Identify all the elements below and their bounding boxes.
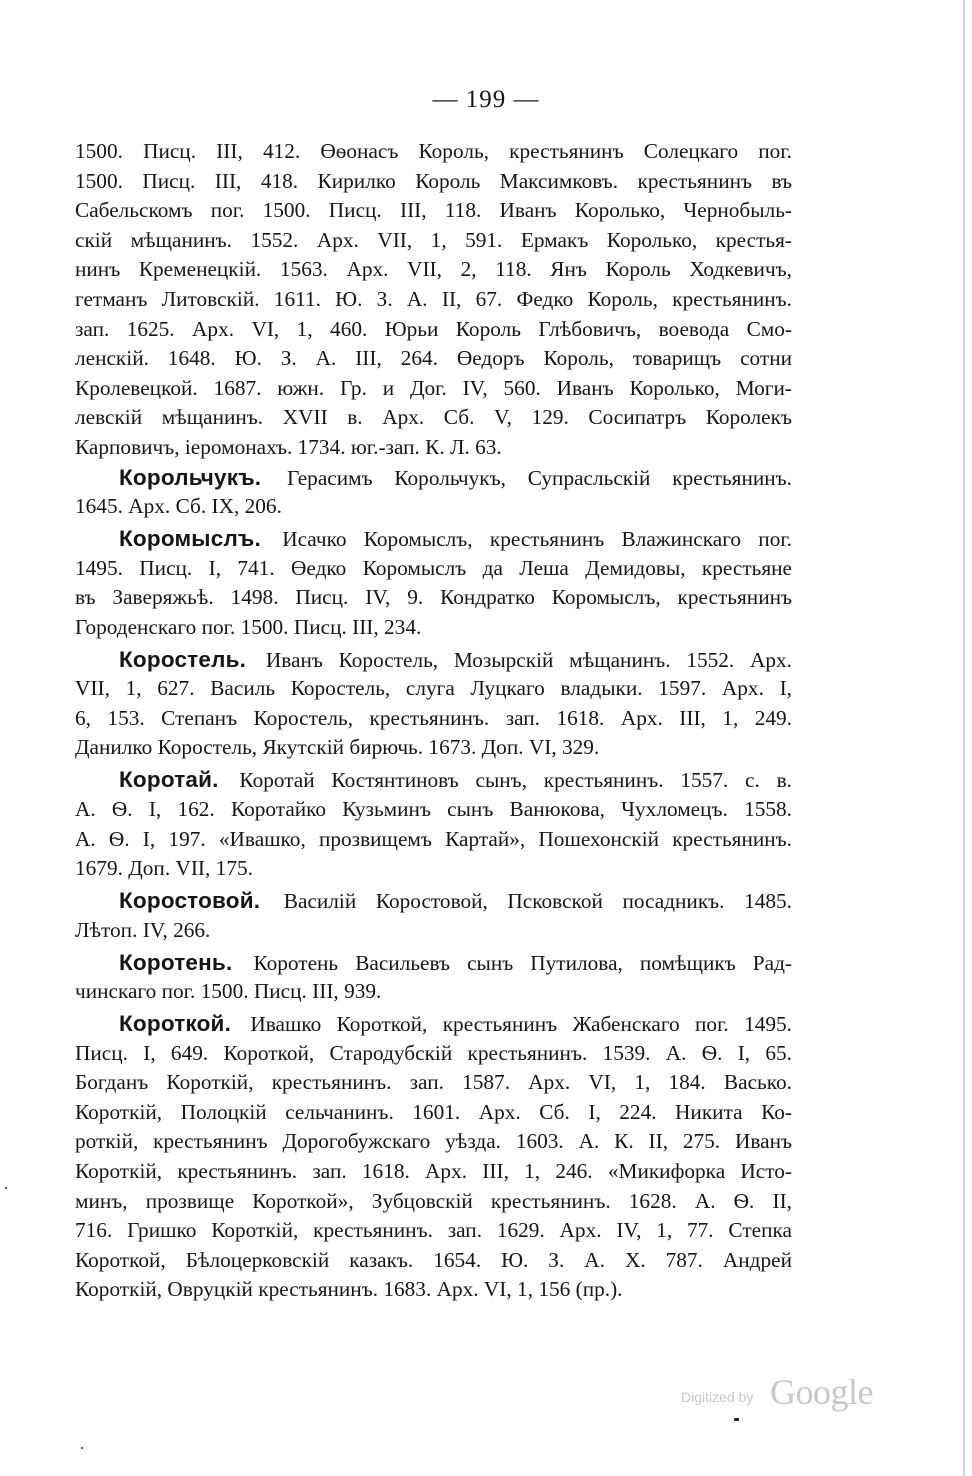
text-line: А. Ѳ. I, 197. «Ивашко, прозвищемъ Картай», Пошехонскій крестьянинъ.	[75, 826, 792, 851]
scan-speck	[734, 1418, 739, 1421]
entry-text: Исачко Коромыслъ, крестьянинъ Влажинскаго пог.	[282, 527, 792, 552]
text-line: Лѣтоп. IV, 266.	[75, 917, 211, 942]
entry-first-line	[75, 645, 792, 675]
entry-koroten	[75, 948, 792, 1007]
entry-koromysl	[75, 524, 792, 642]
text-line: Данилко Коростель, Якутскій бирючь. 1673. Доп. VI, 329.	[75, 735, 600, 760]
text-line: Короткій, Полоцкій сельчанинъ. 1601. Арх. Сб. I, 224. Никита Ко-	[75, 1099, 792, 1124]
entry-korostel	[75, 645, 792, 763]
text-line: 1495. Писц. I, 741. Өедко Коромыслъ да Леша Демидовы, крестьяне	[75, 555, 792, 580]
text-line: А. Ѳ. I, 162. Коротайко Кузьминъ сынъ Ванюкова, Чухломецъ. 1558.	[75, 796, 792, 821]
text-line: Сабельскомъ пог. 1500. Писц. III, 118. Иванъ Королько, Чернобыль-	[75, 198, 792, 223]
entry-text: Ивашко Короткой, крестьянинъ Жабенскаго пог. 1495.	[250, 1012, 792, 1036]
entry-korolchuk	[75, 463, 792, 522]
text-line: 716. Гришко Короткій, крестьянинъ. зап. 1629. Арх. IV, 1, 77. Степка	[75, 1218, 792, 1243]
entry-first-line	[75, 948, 792, 978]
text-line: 1679. Доп. VII, 175.	[75, 856, 253, 881]
entry-first-line	[75, 765, 792, 795]
text-line: Писц. I, 649. Короткой, Стародубскій крестьянинъ. 1539. А. Ѳ. I, 65.	[75, 1040, 792, 1065]
text-line: чинскаго пог. 1500. Писц. III, 939.	[75, 979, 382, 1004]
entry-first-line	[75, 886, 792, 916]
text-line: Кролевецкой. 1687. южн. Гр. и Дог. IV, 560. Иванъ Королько, Моги-	[75, 375, 792, 400]
text-line: Короткій, крестьянинъ. зап. 1618. Арх. III, 1, 246. «Микифорка Исто-	[75, 1158, 792, 1183]
entry-text: Василій Коростовой, Псковской посадникъ. 1485.	[283, 889, 792, 914]
entry-korostovoi	[75, 886, 792, 945]
entry-first-line	[75, 524, 792, 554]
entry-text: Иванъ Коростель, Мозырскій мѣщанинъ. 1552. Арх.	[265, 647, 793, 672]
text-line: въ Заверяжьѣ. 1498. Писц. IV, 9. Кондратко Коромыслъ, крестьянинъ	[75, 585, 792, 610]
headword: Коростель.	[119, 646, 247, 672]
headword: Корольчукъ.	[119, 464, 262, 490]
headword: Коротень.	[119, 949, 233, 975]
page-number: — 199 —	[432, 86, 540, 113]
entry-korotkoi	[75, 1009, 792, 1305]
text-line: Карповичъ, іеромонахъ. 1734. юг.-зап. К. Л. 63.	[75, 434, 502, 459]
text-line: VII, 1, 627. Василь Коростель, слуга Луцкаго владыки. 1597. Арх. I,	[75, 676, 792, 701]
intro-paragraph	[75, 137, 792, 463]
text-line: гетманъ Литовскій. 1611. Ю. З. А. II, 67. Федко Король, крестьянинъ.	[75, 286, 792, 311]
entry-text: Коротай Костянтиновъ сынъ, крестьянинъ. 1557. с. в.	[239, 768, 793, 793]
text-line: ленскій. 1648. Ю. З. А. III, 264. Өедоръ Король, товарищъ сотни	[75, 346, 792, 371]
headword: Коротай.	[119, 767, 219, 793]
watermark-brand: Google	[770, 1372, 873, 1412]
text-line: минъ, прозвище Короткой», Зубцовскій крестьянинъ. 1628. А. Ѳ. II,	[75, 1188, 792, 1213]
text-line: 1500. Писц. III, 412. Өѳонасъ Король, крестьянинъ Солецкаго пог.	[75, 139, 792, 163]
text-line: 6, 153. Степанъ Коростель, крестьянинъ. зап. 1618. Арх. III, 1, 249.	[75, 705, 792, 730]
headword: Короткой.	[119, 1011, 232, 1036]
digitized-by-google-watermark	[680, 1371, 890, 1415]
headword: Коромыслъ.	[119, 526, 261, 552]
scan-speck	[5, 1187, 7, 1189]
text-line: роткій, крестьянинъ Дорогобужскаго уѣзда. 1603. А. К. II, 275. Иванъ	[75, 1129, 792, 1154]
dictionary-text	[75, 137, 792, 1305]
entry-text: Герасимъ Корольчукъ, Супрасльскій крестьянинъ.	[287, 465, 792, 490]
text-line: левскій мѣщанинъ. XVII в. Арх. Сб. V, 129. Сосипатръ Королекъ	[75, 405, 792, 430]
text-line: Богданъ Короткій, крестьянинъ. зап. 1587. Арх. VI, 1, 184. Васько.	[75, 1070, 792, 1095]
entry-first-line	[75, 463, 792, 493]
scan-speck	[81, 1447, 83, 1449]
text-line: 1500. Писц. III, 418. Кирилко Король Максимковъ. крестьянинъ въ	[75, 168, 792, 193]
text-line: Городенскаго пог. 1500. Писц. III, 234.	[75, 614, 422, 639]
text-line: скій мѣщанинъ. 1552. Арх. VII, 1, 591. Ермакъ Королько, крестья-	[75, 227, 792, 252]
page-edge-line	[963, 0, 965, 1476]
entry-text: Коротень Васильевъ сынъ Путилова, помѣщикъ Рад-	[253, 950, 792, 975]
entry-korotai	[75, 765, 792, 883]
text-line: нинъ Кременецкій. 1563. Арх. VII, 2, 118. Янъ Король Ходкевичъ,	[75, 257, 792, 282]
text-line: зап. 1625. Арх. VI, 1, 460. Юрьи Король Глѣбовичъ, воевода Смо-	[75, 316, 792, 341]
entry-first-line	[75, 1009, 792, 1039]
text-line: 1645. Арх. Сб. IX, 206.	[75, 494, 282, 519]
text-line: Короткій, Овруцкій крестьянинъ. 1683. Арх. VI, 1, 156 (пр.).	[75, 1277, 623, 1302]
headword: Коростовой.	[119, 888, 261, 914]
watermark-prefix: Digitized by	[681, 1389, 754, 1405]
text-line: Короткой, Бѣлоцерковскій казакъ. 1654. Ю. З. А. Х. 787. Андрей	[75, 1247, 792, 1272]
